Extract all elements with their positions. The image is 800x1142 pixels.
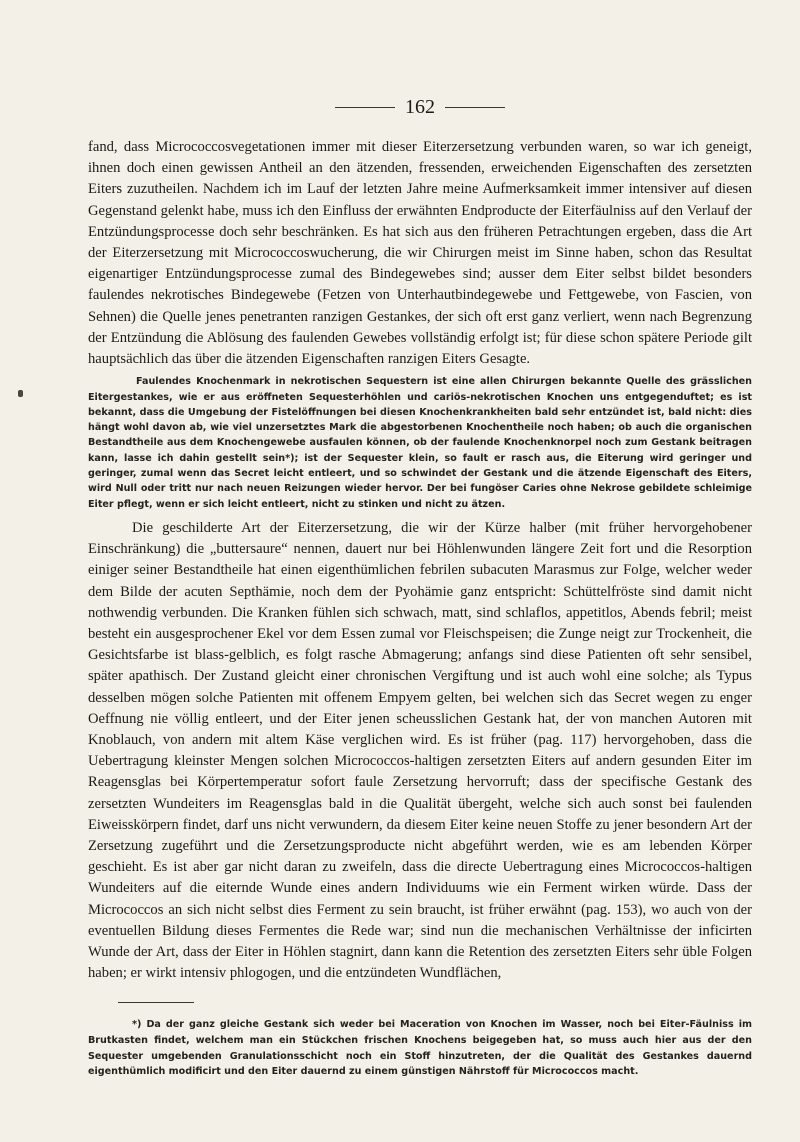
footnote-rule xyxy=(118,1002,194,1003)
book-page xyxy=(88,96,752,1080)
small-print-text: Faulendes Knochenmark in nekrotischen Sequestern ist eine allen Chirurgen bekannte Quelle des grässlichen Eitergestankes, wie er aus eröffneten Sequesterhöhlen und cariös-nekrotischen Knochen uns entgegenduftet; es ist bekannt, dass die Umgebung der Fistelöffnungen bei diesen Knochenkrankheiten bald sehr entzündet ist, bald nicht: dies hängt wohl davon ab, wie viel unzersetztes Mark die abgestorbenen Knochentheile noch haben; ob auch die organischen Bestandtheile aus dem Knochengewebe ausfaulen können, ob der faulende Knochenknorpel noch zum Gestank beitragen kann, lasse ich dahin gestellt sein*); ist der Sequester klein, so fault er rasch aus, die Eiterung wird geringer und geringer, zumal wenn das Secret leicht entleert, und so schwindet der Gestank und die ätzende Eigenschaft des Eiters, wird Null oder tritt nur nach neuen Reizungen wieder hervor. Der bei fungöser Caries ohne Nekrose gebildete schleimige Eiter pflegt, wenn er sich leicht entleert, nicht zu stinken und nicht zu ätzen. xyxy=(88,376,752,510)
small-print-paragraph xyxy=(88,374,752,512)
margin-mark xyxy=(18,390,23,397)
footnote: *) Da der ganz gleiche Gestank sich weder bei Maceration von Knochen im Wasser, noch bei Eiter-Fäulniss im Brutkasten findet, welchem man ein Stückchen frischen Knochens beigegeben hat, so muss auch hier aus der den Sequester umgebenden Granulationsschicht noch ein Stoff hinzutreten, der die Qualität des Gestankes dauernd eigenthümlich modificirt und den Eiter dauernd zu einem günstigen Nährstoff für Micrococcos macht. xyxy=(88,1019,752,1078)
page-number: 162 xyxy=(405,96,435,118)
header-rule-right xyxy=(445,107,505,108)
body-paragraph-1: fand, dass Micrococcosvegetationen immer mit dieser Eiterzersetzung verbunden waren, so war ich geneigt, ihnen doch einen gewissen Antheil an den ätzenden, fressenden, erweichenden Eigenschaften des zersetzten Eiters zuzutheilen. Nachdem ich im Lauf der letzten Jahre meine Aufmerksamkeit immer intensiver auf diesen Gegenstand gelenkt habe, muss ich den Einfluss der erwähnten Endproducte der Eiterfäulniss auf den Verlauf der Entzündungsprocesse doch sehr beschränken. Es hat sich aus den früheren Petrachtungen ergeben, dass die Art der Eiterzersetzung mit Micrococcoswucherung, die wir Chirurgen meist im Sinne haben, schon das Resultat eigenartiger Entzündungsprocesse zumal des Bindegewebes sind; ausser dem Eiter selbst bildet besonders faulendes nekrotisches Bindegewebe (Fetzen von Unterhautbindegewebe und Fettgewebe, von Fascien, von Sehnen) die Quelle jenes penetranten ranzigen Gestankes, der sich oft erst ganz verliert, wenn nach Begrenzung der Entzündung die Ablösung des faulenden Gewebes vollständig erfolgt ist; für diese schon spätere Periode gilt hauptsächlich das über die ätzenden Eigenschaften ranzigen Eiters Gesagte. xyxy=(88,139,752,368)
body-paragraph-2: Die geschilderte Art der Eiterzersetzung, die wir der Kürze halber (mit früher hervorgehobener Einschränkung) die „buttersaure“ nennen, dauert nur bei Höhlenwunden längere Zeit fort und die Resorption einiger seiner Bestandtheile hat einen eigenthümlichen febrilen subacuten Marasmus zur Folge, welcher weder dem Bilde der acuten Septhämie, noch dem der Pyohämie ganz entspricht: Schüttelfröste sind damit nicht nothwendig verbunden. Die Kranken fühlen sich schwach, matt, sind schlaflos, appetitlos, Abends febril; meist besteht ein ausgesprochener Ekel vor dem Essen zumal vor Fleischspeisen; die Zunge neigt zur Trockenheit, die Gesichtsfarbe ist blass-gelblich, es folgt rasche Abmagerung; anfangs sind diese Patienten oft sehr sensibel, später apathisch. Der Zustand gleicht einer chronischen Vergiftung und ist auch wohl eine solche; als Typus desselben mögen solche Patienten mit offenem Empyem gelten, bei welchen sich das Secret wegen zu enger Oeffnung nie völlig entleert, und der Eiter jenen scheusslichen Gestank hat, der von manchen Autoren mit Knoblauch, von andern mit altem Käse verglichen wird. Es ist früher (pag. 117) hervorgehoben, dass die Uebertragung kleinster Mengen solchen Micrococcos-haltigen zersetzten Eiters auf andern gesunden Eiter im Reagensglas bei Körpertemperatur sofort faule Zersetzung hervorruft; dass der specifische Gestank des zersetzten Wundeiters im Reagensglas bald in die Qualität übergeht, welche sich auch sonst bei faulenden Eiweisskörpern findet, darf uns nicht verwundern, da diesem Eiter keine neuen Stoffe zu jener besondern Art der Zersetzung zugeführt und die Zersetzungsproducte nicht abgeführt werden, wie es am lebenden Körper geschieht. Es ist aber gar nicht daran zu zweifeln, dass die directe Uebertragung eines Micrococcos-haltigen Wundeiters auf die eiternde Wunde eines andern Individuums wie ein Ferment wirken würde. Dass der Micrococcos an sich nicht selbst dies Ferment zu sein braucht, ist früher erwähnt (pag. 153), wo auch von der eventuellen Bildung dieses Fermentes die Rede war; sind nun die mechanischen Verhältnisse der inficirten Wunde der Art, dass der Eiter in Höhlen stagnirt, dann kann die Retention des zersetzten Eiters sehr üble Folgen haben; er wirkt intensiv phlogogen, und die entzündeten Wundflächen, xyxy=(88,519,752,982)
header-rule-left xyxy=(335,107,395,108)
page-header xyxy=(88,96,752,119)
